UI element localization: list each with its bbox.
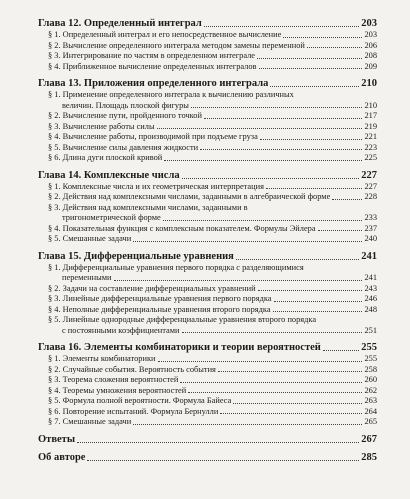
toc-entry-title-continuation: с постоянными коэффициентами [62, 325, 180, 335]
toc-chapter-entry[interactable] [38, 170, 377, 182]
dot-leader [87, 460, 359, 461]
dot-leader [77, 442, 359, 443]
toc-page-number: 285 [361, 451, 377, 463]
dot-leader [220, 413, 362, 414]
toc-entry-title: § 6. Длина дуги плоской кривой [48, 153, 163, 162]
dot-leader [164, 160, 362, 161]
toc-page-number: 263 [364, 396, 377, 405]
toc-entry-title: Глава 16. Элементы комбинаторики и теории вероятностей [38, 342, 321, 353]
toc-page-number: 255 [361, 342, 377, 353]
toc-page-number: 264 [364, 406, 377, 416]
dot-leader [233, 403, 362, 404]
toc-section-entry[interactable] [38, 407, 377, 418]
dot-leader [236, 259, 359, 260]
dot-leader [218, 371, 363, 372]
toc-section-entry[interactable] [38, 90, 377, 111]
dot-leader [323, 350, 359, 351]
toc-entry-title: § 1. Дифференциальные уравнения первого порядка с разделяющимися [48, 262, 304, 272]
toc-entry-title: Глава 12. Определенный интеграл [38, 18, 202, 29]
toc-page-number: 267 [361, 433, 377, 445]
toc-section-entry[interactable] [38, 182, 377, 193]
toc-page-number: 221 [364, 132, 377, 141]
toc-section-entry[interactable] [38, 365, 377, 376]
toc-entry-title-continuation: переменными [62, 273, 112, 282]
toc-entry-title: § 5. Вычисление силы давления жидкости [48, 142, 199, 152]
toc-entry-title: § 3. Интегрирование по частям в определенном интеграле [48, 51, 256, 60]
toc-section-entry[interactable] [38, 51, 377, 62]
dot-leader [283, 37, 362, 38]
toc-section-entry[interactable] [38, 153, 377, 164]
toc-page-number: 219 [364, 121, 377, 131]
dot-leader [200, 149, 362, 150]
toc-page-number: 233 [364, 213, 377, 222]
toc-page-number: 260 [364, 375, 377, 384]
dot-leader [257, 58, 362, 59]
toc-page-number: 203 [364, 30, 377, 39]
dot-leader [133, 424, 362, 425]
dot-leader [258, 290, 363, 291]
toc-entry-title: Об авторе [38, 451, 86, 463]
toc-section-entry[interactable] [38, 396, 377, 407]
table-of-contents [38, 18, 377, 464]
toc-page-number: 265 [364, 417, 377, 426]
toc-entry-title: § 4. Вычисление работы, производимой при подъеме груза [48, 132, 258, 141]
toc-page-number: 206 [364, 40, 377, 50]
toc-page-number: 210 [361, 78, 377, 89]
toc-section-entry[interactable] [38, 143, 377, 154]
toc-section-entry[interactable] [38, 263, 377, 284]
toc-entry-title: § 2. Задачи на составление дифференциальных уравнений [48, 283, 256, 293]
toc-entry-title: § 3. Теорема сложения вероятностей [48, 375, 179, 384]
dot-leader [163, 220, 363, 221]
toc-entry-title: § 1. Определенный интеграл и его непосредственное вычисление [48, 30, 282, 39]
toc-entry-title: § 4. Неполные дифференциальные уравнения второго порядка [48, 304, 271, 314]
toc-section-entry[interactable] [38, 111, 377, 122]
toc-entry-title: § 6. Повторение испытаний. Формула Бернулли [48, 406, 219, 416]
toc-page-number: 225 [364, 153, 377, 162]
toc-entry-title: Глава 13. Приложения определенного интеграла [38, 78, 269, 89]
toc-page-number: 208 [364, 51, 377, 60]
dot-leader [307, 47, 363, 48]
dot-leader [158, 361, 363, 362]
toc-page-number: 241 [361, 250, 377, 262]
toc-chapter-entry[interactable] [38, 18, 377, 30]
toc-entry-title: § 3. Действия над комплексными числами, заданными в [48, 202, 248, 212]
toc-entry-title: § 5. Смешанные задачи [48, 234, 132, 243]
toc-entry-title: § 4. Теоремы умножения вероятностей [48, 385, 187, 395]
toc-section-entry[interactable] [38, 132, 377, 143]
toc-entry-title: § 4. Приближенное вычисление определенных интегралов [48, 61, 257, 71]
dot-leader [204, 118, 362, 119]
toc-entry-title: § 1. Элементы комбинаторики [48, 354, 156, 363]
toc-entry-title: § 5. Линейные однородные дифференциальные уравнения второго порядка [48, 315, 317, 324]
toc-entry-title: § 1. Применение определенного интеграла к вычислению различных [48, 90, 294, 99]
toc-entry-title: § 7. Смешанные задачи [48, 417, 132, 426]
toc-section-entry[interactable] [38, 122, 377, 133]
dot-leader [157, 128, 363, 129]
toc-page-number: 210 [364, 100, 377, 110]
dot-leader [182, 332, 363, 333]
dot-leader [260, 139, 363, 140]
dot-leader [188, 392, 362, 393]
toc-entry-title: § 2. Случайные события. Вероятность события [48, 364, 216, 374]
toc-entry-title: § 5. Формула полной вероятности. Формула Байеса [48, 396, 232, 405]
toc-page-number: 241 [364, 273, 377, 282]
toc-page-number: 228 [364, 192, 377, 201]
dot-leader [273, 311, 363, 312]
toc-section-entry[interactable] [38, 354, 377, 365]
toc-chapter-entry[interactable] [38, 251, 377, 263]
toc-section-entry[interactable] [38, 315, 377, 336]
toc-chapter-entry[interactable] [38, 78, 377, 90]
toc-entry-title: Глава 14. Комплексные числа [38, 169, 180, 181]
toc-section-entry[interactable] [38, 305, 377, 316]
dot-leader [266, 188, 362, 189]
toc-page-number: 237 [364, 223, 377, 233]
toc-entry-title: § 2. Вычисление определенного интеграла методом замены переменной [48, 40, 305, 50]
toc-section-entry[interactable] [38, 417, 377, 428]
toc-section-entry[interactable] [38, 234, 377, 245]
dot-leader [191, 107, 363, 108]
toc-section-entry[interactable] [38, 386, 377, 397]
toc-section-entry[interactable] [38, 294, 377, 305]
toc-page-number: 243 [364, 283, 377, 293]
toc-section-entry[interactable] [38, 224, 377, 235]
dot-leader [270, 86, 359, 87]
toc-entry-title: § 4. Показательная функция с комплексным показателем. Формулы Эйлера [48, 223, 316, 233]
toc-entry-title: Ответы [38, 433, 76, 445]
toc-page-number: 240 [364, 234, 377, 243]
toc-entry-title: § 3. Линейные дифференциальные уравнения первого порядка [48, 294, 272, 303]
toc-chapter-entry[interactable] [38, 434, 377, 446]
toc-chapter-entry[interactable] [38, 452, 377, 464]
dot-leader [259, 68, 363, 69]
toc-section-entry[interactable] [38, 62, 377, 73]
toc-entry-title-continuation: величин. Площадь плоской фигуры [62, 100, 189, 110]
dot-leader [182, 178, 360, 179]
toc-entry-title: § 2. Вычисление пути, пройденного точкой [48, 111, 202, 120]
toc-page-number: 258 [364, 364, 377, 374]
toc-entry-title: § 1. Комплексные числа и их геометрическая интерпретация [48, 181, 264, 191]
toc-page-number: 223 [364, 142, 377, 152]
toc-page-number: 248 [364, 304, 377, 314]
toc-page-number: 255 [364, 354, 377, 363]
toc-page-number: 227 [361, 169, 377, 181]
toc-entry-title: § 3. Вычисление работы силы [48, 121, 155, 131]
dot-leader [133, 241, 362, 242]
toc-section-entry[interactable] [38, 192, 377, 203]
toc-page-number: 246 [364, 294, 377, 303]
toc-section-entry[interactable] [38, 41, 377, 52]
toc-entry-title-continuation: тригонометрической форме [62, 213, 161, 222]
dot-leader [204, 26, 359, 27]
toc-entry-title: Глава 15. Дифференциальные уравнения [38, 250, 234, 262]
toc-chapter-entry[interactable] [38, 342, 377, 354]
dot-leader [274, 301, 363, 302]
toc-section-entry[interactable] [38, 203, 377, 224]
toc-section-entry[interactable] [38, 375, 377, 386]
toc-page-number: 227 [364, 181, 377, 191]
toc-page-number: 209 [364, 61, 377, 71]
toc-page-number: 203 [361, 18, 377, 29]
toc-page-number: 251 [364, 325, 377, 335]
dot-leader [332, 199, 362, 200]
toc-page-number: 262 [364, 385, 377, 395]
dot-leader [180, 382, 362, 383]
toc-entry-title: § 2. Действия над комплексными числами, заданными в алгебраической форме [48, 192, 331, 201]
toc-section-entry[interactable] [38, 30, 377, 41]
dot-leader [318, 230, 363, 231]
dot-leader [114, 280, 363, 281]
toc-section-entry[interactable] [38, 284, 377, 295]
toc-page-number: 217 [364, 111, 377, 120]
